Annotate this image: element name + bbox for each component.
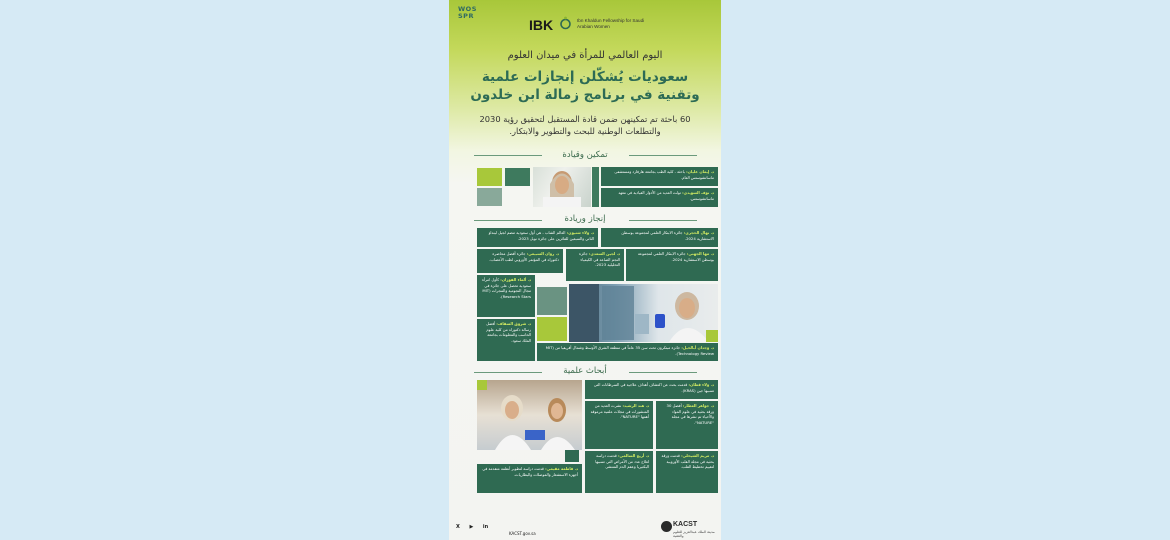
decor-square (565, 450, 579, 462)
card-jawaher-alattar (656, 401, 718, 449)
card-walaa-qattan (585, 380, 718, 399)
subtitle-line-1: 60 باحثة تم تمكينهن ضمن قادة المستقبل لتحقيق رؤية 2030 (479, 114, 691, 124)
card-hind-alrashid (585, 401, 653, 449)
card-name: د. روان السبيعي: (526, 251, 559, 256)
card-name: د. جواهر العطار: (682, 403, 714, 408)
decor-square (537, 317, 567, 341)
card-name: د. نهال الحجري: (683, 230, 714, 235)
card-text: قدمت دراسة لتطوير أنظمة متقدمة في أجهزة الاستشعار والموصلات والبطاريات. (482, 466, 578, 477)
card-name: د. شروق السقاف: (496, 321, 531, 326)
wos-logo: WOS SPR (458, 5, 477, 20)
card-text: جائزة أفضل محاضرة دكتوراه في المؤتمر الأوروبي لطب الأعصاب. (489, 251, 559, 262)
x-icon[interactable]: X (456, 524, 460, 530)
card-name: د. مها الجهني: (686, 251, 714, 256)
card-text: جائزة مبتكرون تحت سن 35 عاماً في منطقة الشرق الأوسط وشمال أفريقيا من (MIT Technology Review). (545, 345, 714, 356)
card-text: باحثة - كلية الطب بجامعة هارفارد ومستشفى ماساتشوستس العام. (614, 169, 714, 180)
kacst-emblem-icon (661, 521, 672, 532)
card-fatima-muqimi (477, 464, 582, 493)
card-text: قدمت ورقة بحثية في مجلة القلب الأوروبية لتقييم تخطيط القلب. (661, 453, 714, 470)
photo-researcher (533, 167, 591, 207)
social-links (456, 524, 488, 530)
card-name: د. لجين السعدي: (588, 251, 620, 256)
card-text: جائزة الابتكار العلمي لمجموعة بوسطن الاستشارية 2024. (637, 251, 714, 262)
subtitle (461, 113, 709, 137)
card-name: د. وجدان أبالخيل: (681, 345, 714, 350)
ibk-logo: IBK (529, 17, 554, 33)
card-areej-alsalmi (585, 451, 653, 493)
card-lujain-alsaadi (566, 249, 624, 281)
card-text: أفضل 30 ورقة بحثية في علوم المواد والأحياء تم نشرها في مجلة "NATURE". (666, 403, 714, 425)
card-alma-alfawzan (477, 275, 535, 317)
card-text: العالم الشاب - هي أول سعودية تنضم لجيل لينداو الثاني والسبعين للفائزين على جائزة نوبل 2023. (488, 230, 594, 241)
card-maryam-alshikhli (656, 451, 718, 493)
section-title-empowerment: تمكين وقيادة (562, 150, 608, 160)
card-name: د. إيمان عليان: (686, 169, 714, 174)
card-name: د. ولاء شتيوي: (566, 230, 594, 235)
photo-lab-researcher (569, 284, 718, 342)
title-line-1: سعوديات يُشكّلن إنجازات علمية (481, 69, 689, 85)
card-text: نشرت العديد من المنشورات في مجلات علمية مرموقة أهمها "NATURE". (590, 403, 649, 420)
photo-researchers-pair (477, 380, 582, 450)
divider (629, 372, 697, 373)
decor-square (505, 168, 530, 186)
card-text: جائزة الابتكار العلمي لمجموعة بوسطن الاستشارية 2024. (621, 230, 714, 241)
ibk-emblem-icon (560, 16, 571, 31)
card-rawan-alsubaie (477, 249, 563, 273)
card-wijdan-abalkhail (537, 343, 718, 361)
website-link[interactable]: KACST.gov.sa (509, 531, 536, 536)
card-name: د. نوف السويدي: (682, 190, 714, 195)
linkedin-icon[interactable]: in (482, 524, 489, 530)
infographic-poster (449, 0, 721, 540)
card-iman-alyan (601, 167, 718, 186)
title-line-2: وتقنية في برنامج زمالة ابن خلدون (470, 87, 700, 103)
card-name: د. فاطمة مقيمي: (545, 466, 578, 471)
card-shorouq-alsaqqaf (477, 319, 535, 361)
card-text: قدمت دراسة لعلاج عدد من الأمراض التي تسببها البكتيريا وعقم الدم المنتشر. (595, 453, 649, 470)
card-name: د. هند الرشيد: (622, 403, 649, 408)
main-title (459, 68, 711, 104)
youtube-icon[interactable]: ▶ (469, 524, 474, 530)
card-nihal-alhajri (601, 228, 718, 247)
decor-square (706, 330, 718, 342)
divider (629, 155, 697, 156)
card-text: كأول امرأة سعودية تحصل على جائزة في مجال النجومية والمجرات (MIT Research Stars). (482, 277, 531, 299)
card-text: جائزة النجم الصاعد في الكيمياء التحليلية 2023. (579, 251, 620, 268)
card-text: تولت العديد من الأدوار القيادية في معهد ماساتشوستس. (618, 190, 714, 201)
card-name: د. مريم الشيخلي: (681, 453, 714, 458)
decor-square (537, 287, 567, 315)
divider (629, 220, 697, 221)
decor-square (477, 168, 502, 186)
subtitle-line-2: والتطلعات الوطنية للبحث والتطوير والابتكار. (509, 126, 661, 136)
section-title-achievement: إنجاز وريادة (564, 214, 606, 224)
kacst-logo: KACST (673, 521, 698, 528)
card-text: أفضل رسالة دكتوراه من كلية علوم الحاسب والمعلومات بجامعة الملك سعود. (486, 321, 531, 343)
card-name: د. أريج السالمي: (617, 453, 649, 458)
card-maha-aljuhani (626, 249, 718, 281)
card-name: د. ولاء قطان: (688, 382, 714, 387)
card-nouf-alsuwaidi (601, 188, 718, 207)
kacst-arabic-name: مدينة الملك عبدالعزيز للعلوم والتقنية (673, 530, 715, 538)
ibk-fellowship-name: Ibn Khaldun Fellowship for Saudi Arabian Women (577, 18, 645, 29)
card-walaa-shteiwi (477, 228, 598, 247)
decor-square (477, 380, 487, 390)
card-text: قدمت بحث عن اكتشاف أهداف علاجية في السرطانات التي تسببها جين (KRAS). (593, 382, 714, 393)
decor-square (592, 167, 599, 207)
section-title-research: أبحاث علمية (563, 366, 607, 376)
card-name: د. ألماء الفوزان: (500, 277, 531, 282)
pre-title: اليوم العالمي للمرأة في ميدان العلوم (507, 50, 663, 61)
decor-square (477, 188, 502, 206)
